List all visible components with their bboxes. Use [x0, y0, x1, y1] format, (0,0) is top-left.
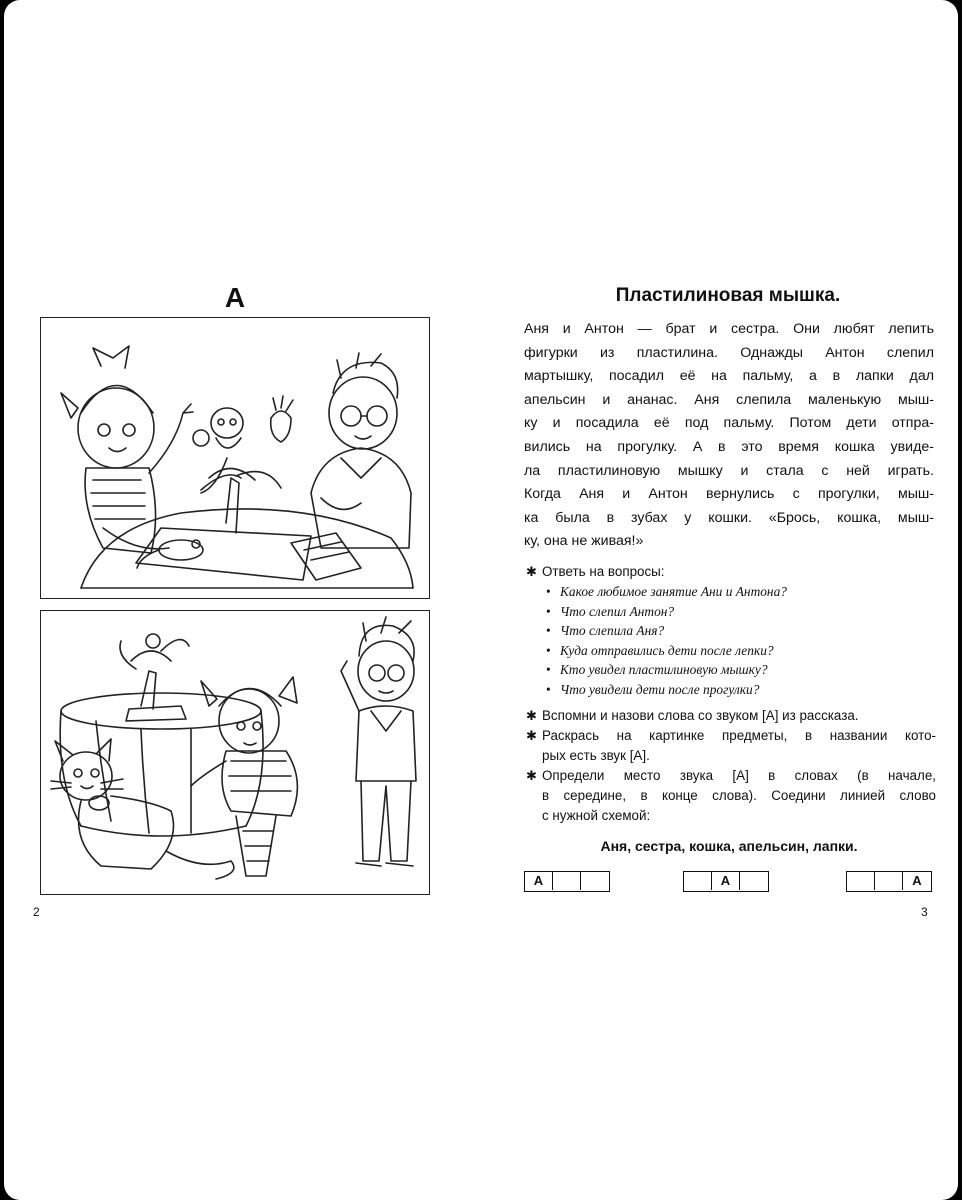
story-line: вились на прогулку. А в это время кошка увиде- — [524, 438, 934, 455]
page-number-left: 2 — [33, 905, 40, 919]
question-item: • Что слепила Аня? — [546, 621, 936, 641]
story-line: ку, она не живая!» — [524, 533, 644, 550]
story-line: ку и посадила её под пальму. Потом дети отпра- — [524, 415, 934, 432]
story-title: Пластилиновая мышка. — [615, 285, 841, 306]
scheme-cell: А — [912, 873, 922, 888]
scheme-cell — [875, 872, 903, 890]
task-name-words: ✱ Вспомни и назови слова со звуком [А] из рассказа. — [524, 706, 936, 726]
sound-scheme-middle[interactable] — [683, 871, 769, 892]
questions-list — [524, 582, 936, 700]
task-sound-place-line: ✱ Определи место звука [А] в словах (в начале, — [524, 766, 936, 786]
letter-heading: А — [224, 282, 246, 313]
scheme-cell: А — [525, 872, 553, 890]
story-line: фигурки из пластилина. Однажды Антон слепил — [524, 344, 934, 361]
scheme-cell — [684, 872, 712, 890]
asterisk-icon: ✱ — [526, 564, 537, 579]
scheme-cell — [740, 872, 768, 890]
story-line: Когда Аня и Антон вернулись с прогулки, мыш- — [524, 486, 934, 503]
sound-scheme-start[interactable] — [524, 871, 610, 892]
scheme-cell — [581, 872, 609, 890]
story-line: апельсин и ананас. Аня слепила маленькую мыш- — [524, 391, 934, 408]
scheme-cell — [847, 872, 875, 890]
illustration-cat-with-mouse — [40, 610, 430, 895]
task-color-line: ✱ Раскрась на картинке предметы, в названии кото- — [524, 726, 936, 746]
question-item: • Какое любимое занятие Ани и Антона? — [546, 582, 936, 602]
page-number-right: 3 — [921, 905, 928, 919]
workbook-spread — [4, 0, 958, 1200]
sound-scheme-end[interactable] — [846, 871, 932, 892]
story-line: мартышку, посадил её на пальму, а в лапки дал — [524, 368, 934, 385]
asterisk-icon: ✱ — [526, 727, 537, 743]
question-item: • Что слепил Антон? — [546, 602, 936, 622]
scheme-cell — [553, 872, 581, 890]
scheme-cell: А — [712, 872, 740, 890]
task-sound-place-line: в середине, в конце слова). Соедини линией слово — [542, 787, 936, 803]
task-color-line: рых есть звук [А]. — [542, 747, 650, 763]
question-item: • Что увидели дети после прогулки? — [546, 680, 936, 700]
story-text — [524, 318, 934, 554]
question-item: • Куда отправились дети после лепки? — [546, 641, 936, 661]
task-answer-questions: ✱ Ответь на вопросы: — [524, 562, 936, 582]
story-line: ла пластилиновую мышку и стала с ней играть. — [524, 462, 934, 479]
tasks-block — [524, 562, 936, 826]
word-list: Аня, сестра, кошка, апельсин, лапки. — [600, 838, 858, 854]
asterisk-icon: ✱ — [526, 707, 537, 723]
asterisk-icon: ✱ — [526, 767, 537, 783]
question-item: • Кто увидел пластилиновую мышку? — [546, 660, 936, 680]
task-sound-place-line: с нужной схемой: — [542, 807, 651, 823]
story-line: ка была в зубах у кошки. «Брось, кошка, мыш- — [524, 509, 934, 526]
illustration-children-sculpting — [40, 317, 430, 599]
story-line: Аня и Антон — брат и сестра. Они любят лепить — [524, 321, 934, 337]
